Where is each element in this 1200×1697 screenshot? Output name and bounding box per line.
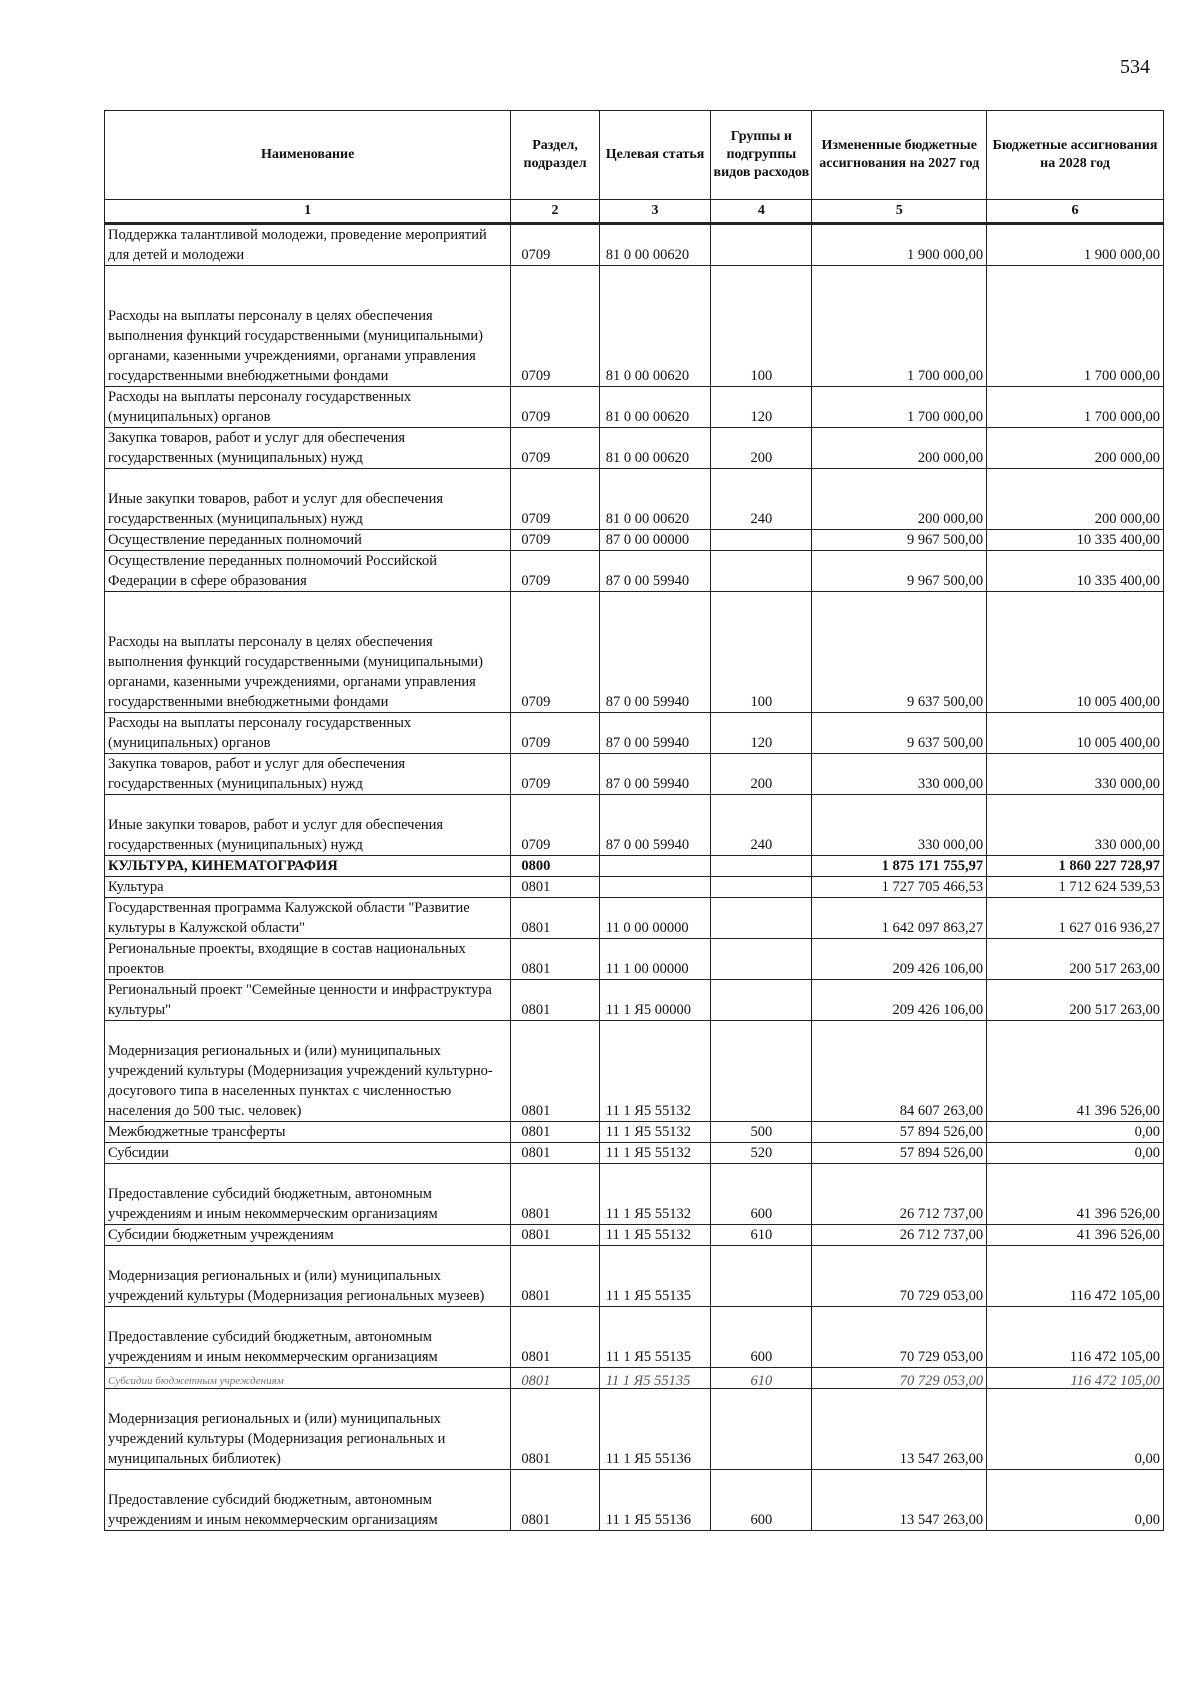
row-value-2027: 26 712 737,00 [812,1164,987,1225]
column-number: 5 [812,200,987,224]
row-value-2027: 330 000,00 [812,754,987,795]
row-group: 600 [711,1470,812,1531]
row-name: Расходы на выплаты персоналу в целях обеспечения выполнения функций государственными (муниципальными) органами, казенными учреждениями, органами управления государственными внебюджетными фондами [105,592,511,713]
row-name: Закупка товаров, работ и услуг для обеспечения государственных (муниципальных) нужд [105,428,511,469]
row-section: 0709 [511,530,599,551]
row-article: 87 0 00 00000 [599,530,711,551]
row-section: 0709 [511,469,599,530]
row-name: Межбюджетные трансферты [105,1122,511,1143]
row-value-2027: 57 894 526,00 [812,1122,987,1143]
row-group: 240 [711,469,812,530]
row-value-2027: 9 967 500,00 [812,551,987,592]
row-article: 87 0 00 59940 [599,592,711,713]
row-article [599,856,711,877]
row-value-2027: 1 727 705 466,53 [812,877,987,898]
row-value-2028: 1 700 000,00 [987,266,1164,387]
row-group: 610 [711,1225,812,1246]
row-value-2028: 10 335 400,00 [987,551,1164,592]
row-name: Региональные проекты, входящие в состав национальных проектов [105,939,511,980]
row-value-2028: 0,00 [987,1143,1164,1164]
row-group: 120 [711,713,812,754]
row-article: 11 1 Я5 55135 [599,1246,711,1307]
header-changed-2027: Измененные бюджетные ассигнования на 2027 год [812,111,987,200]
row-article: 11 1 Я5 55132 [599,1143,711,1164]
table-row [105,1389,1164,1470]
row-value-2027: 1 700 000,00 [812,266,987,387]
row-article: 81 0 00 00620 [599,224,711,266]
row-group [711,939,812,980]
row-section: 0709 [511,795,599,856]
row-article: 81 0 00 00620 [599,266,711,387]
table-row [105,980,1164,1021]
row-section: 0801 [511,1225,599,1246]
row-name: Предоставление субсидий бюджетным, автономным учреждениям и иным некоммерческим организациям [105,1470,511,1531]
row-name: Предоставление субсидий бюджетным, автономным учреждениям и иным некоммерческим организациям [105,1164,511,1225]
column-number: 6 [987,200,1164,224]
header-article: Целевая статья [599,111,711,200]
row-section: 0801 [511,980,599,1021]
row-section: 0801 [511,877,599,898]
table-row [105,713,1164,754]
row-name: Субсидии [105,1143,511,1164]
row-name: Культура [105,877,511,898]
row-group: 120 [711,387,812,428]
row-value-2028: 200 517 263,00 [987,980,1164,1021]
table-row [105,1143,1164,1164]
column-number: 1 [105,200,511,224]
row-section: 0801 [511,1470,599,1531]
row-value-2028: 0,00 [987,1389,1164,1470]
row-value-2027: 200 000,00 [812,469,987,530]
row-article: 87 0 00 59940 [599,795,711,856]
table-row [105,1164,1164,1225]
row-group: 500 [711,1122,812,1143]
row-group [711,530,812,551]
row-article: 11 1 Я5 55132 [599,1225,711,1246]
row-section: 0800 [511,856,599,877]
row-value-2028: 200 000,00 [987,428,1164,469]
row-section: 0709 [511,387,599,428]
row-section: 0709 [511,428,599,469]
row-value-2028: 10 005 400,00 [987,592,1164,713]
row-group [711,551,812,592]
row-section: 0801 [511,1389,599,1470]
page-number: 534 [1120,56,1150,78]
table-row [105,224,1164,266]
row-value-2028: 116 472 105,00 [987,1368,1164,1389]
row-section: 0801 [511,1122,599,1143]
row-value-2028: 1 712 624 539,53 [987,877,1164,898]
row-article: 11 1 Я5 55135 [599,1368,711,1389]
table-row [105,856,1164,877]
row-section: 0801 [511,1246,599,1307]
row-value-2027: 330 000,00 [812,795,987,856]
table-header-row [105,111,1164,200]
row-section: 0801 [511,1021,599,1122]
row-value-2028: 1 700 000,00 [987,387,1164,428]
row-article [599,877,711,898]
table-body [105,224,1164,1531]
row-value-2028: 116 472 105,00 [987,1246,1164,1307]
row-value-2027: 1 700 000,00 [812,387,987,428]
row-name: Расходы на выплаты персоналу государственных (муниципальных) органов [105,713,511,754]
budget-table-container [104,110,1164,1531]
row-article: 11 1 Я5 00000 [599,980,711,1021]
row-group [711,877,812,898]
table-row [105,428,1164,469]
row-value-2027: 209 426 106,00 [812,939,987,980]
row-article: 11 0 00 00000 [599,898,711,939]
row-name: КУЛЬТУРА, КИНЕМАТОГРАФИЯ [105,856,511,877]
row-article: 11 1 Я5 55135 [599,1307,711,1368]
row-article: 11 1 Я5 55132 [599,1122,711,1143]
row-value-2028: 1 900 000,00 [987,224,1164,266]
row-group: 600 [711,1307,812,1368]
table-row [105,795,1164,856]
row-value-2028: 10 335 400,00 [987,530,1164,551]
row-group: 100 [711,266,812,387]
table-row [105,939,1164,980]
row-value-2028: 1 627 016 936,27 [987,898,1164,939]
budget-table [104,110,1164,1531]
row-article: 81 0 00 00620 [599,428,711,469]
row-section: 0709 [511,551,599,592]
row-group [711,1021,812,1122]
row-section: 0801 [511,1368,599,1389]
row-name: Модернизация региональных и (или) муниципальных учреждений культуры (Модернизация региональных и муниципальных библиотек) [105,1389,511,1470]
row-article: 81 0 00 00620 [599,469,711,530]
row-article: 87 0 00 59940 [599,713,711,754]
row-group [711,980,812,1021]
row-article: 11 1 Я5 55132 [599,1021,711,1122]
header-budget-2028: Бюджетные ассигнования на 2028 год [987,111,1164,200]
row-article: 11 1 Я5 55136 [599,1389,711,1470]
row-section: 0801 [511,1164,599,1225]
row-name: Региональный проект "Семейные ценности и инфраструктура культуры" [105,980,511,1021]
row-value-2028: 116 472 105,00 [987,1307,1164,1368]
table-row [105,592,1164,713]
row-name: Осуществление переданных полномочий [105,530,511,551]
row-section: 0801 [511,1143,599,1164]
row-value-2028: 0,00 [987,1470,1164,1531]
table-row [105,551,1164,592]
row-group [711,856,812,877]
row-group [711,224,812,266]
row-group [711,898,812,939]
row-value-2028: 200 000,00 [987,469,1164,530]
table-row [105,754,1164,795]
row-name: Осуществление переданных полномочий Российской Федерации в сфере образования [105,551,511,592]
table-row [105,469,1164,530]
row-section: 0709 [511,754,599,795]
row-value-2027: 1 875 171 755,97 [812,856,987,877]
table-row [105,898,1164,939]
row-group: 100 [711,592,812,713]
row-group: 610 [711,1368,812,1389]
row-section: 0801 [511,898,599,939]
row-group: 200 [711,428,812,469]
row-value-2027: 84 607 263,00 [812,1021,987,1122]
row-name: Иные закупки товаров, работ и услуг для обеспечения государственных (муниципальных) нужд [105,469,511,530]
table-row [105,1122,1164,1143]
column-number: 3 [599,200,711,224]
row-value-2027: 70 729 053,00 [812,1246,987,1307]
row-value-2028: 1 860 227 728,97 [987,856,1164,877]
table-row [105,1246,1164,1307]
row-section: 0709 [511,224,599,266]
header-section: Раздел, подраздел [511,111,599,200]
row-value-2028: 41 396 526,00 [987,1225,1164,1246]
row-group: 520 [711,1143,812,1164]
row-group [711,1389,812,1470]
header-groups: Группы и подгруппы видов расходов [711,111,812,200]
table-row [105,1021,1164,1122]
row-article: 11 1 Я5 55136 [599,1470,711,1531]
row-value-2027: 200 000,00 [812,428,987,469]
row-article: 87 0 00 59940 [599,754,711,795]
row-value-2027: 1 642 097 863,27 [812,898,987,939]
row-name: Поддержка талантливой молодежи, проведение мероприятий для детей и молодежи [105,224,511,266]
row-value-2028: 10 005 400,00 [987,713,1164,754]
row-name: Расходы на выплаты персоналу государственных (муниципальных) органов [105,387,511,428]
row-article: 11 1 Я5 55132 [599,1164,711,1225]
row-value-2027: 13 547 263,00 [812,1389,987,1470]
table-row [105,1368,1164,1389]
row-value-2027: 9 637 500,00 [812,713,987,754]
header-name: Наименование [105,111,511,200]
row-value-2027: 13 547 263,00 [812,1470,987,1531]
row-value-2028: 330 000,00 [987,795,1164,856]
row-section: 0709 [511,592,599,713]
column-number: 4 [711,200,812,224]
row-value-2027: 70 729 053,00 [812,1368,987,1389]
row-group: 240 [711,795,812,856]
row-group: 600 [711,1164,812,1225]
row-section: 0709 [511,713,599,754]
row-name: Иные закупки товаров, работ и услуг для обеспечения государственных (муниципальных) нужд [105,795,511,856]
table-row [105,530,1164,551]
row-value-2027: 70 729 053,00 [812,1307,987,1368]
row-value-2028: 41 396 526,00 [987,1021,1164,1122]
column-number: 2 [511,200,599,224]
row-name: Модернизация региональных и (или) муниципальных учреждений культуры (Модернизация региональных музеев) [105,1246,511,1307]
row-section: 0801 [511,1307,599,1368]
row-value-2027: 209 426 106,00 [812,980,987,1021]
table-row [105,1225,1164,1246]
row-article: 11 1 00 00000 [599,939,711,980]
row-name: Предоставление субсидий бюджетным, автономным учреждениям и иным некоммерческим организациям [105,1307,511,1368]
row-name: Модернизация региональных и (или) муниципальных учреждений культуры (Модернизация учреждений культурно-досугового типа в населенных пунктах с численностью населения до 500 тыс. человек) [105,1021,511,1122]
table-row [105,266,1164,387]
row-value-2027: 9 637 500,00 [812,592,987,713]
row-group: 200 [711,754,812,795]
row-article: 87 0 00 59940 [599,551,711,592]
row-name: Государственная программа Калужской области "Развитие культуры в Калужской области" [105,898,511,939]
table-row [105,877,1164,898]
row-name: Закупка товаров, работ и услуг для обеспечения государственных (муниципальных) нужд [105,754,511,795]
row-name: Расходы на выплаты персоналу в целях обеспечения выполнения функций государственными (муниципальными) органами, казенными учреждениями, органами управления государственными внебюджетными фондами [105,266,511,387]
row-value-2027: 57 894 526,00 [812,1143,987,1164]
table-row [105,387,1164,428]
row-value-2028: 330 000,00 [987,754,1164,795]
row-value-2027: 9 967 500,00 [812,530,987,551]
row-value-2028: 200 517 263,00 [987,939,1164,980]
row-name: Субсидии бюджетным учреждениям [105,1225,511,1246]
row-group [711,1246,812,1307]
column-numbers-row [105,200,1164,224]
table-row [105,1307,1164,1368]
row-value-2027: 26 712 737,00 [812,1225,987,1246]
table-row [105,1470,1164,1531]
row-value-2028: 0,00 [987,1122,1164,1143]
row-article: 81 0 00 00620 [599,387,711,428]
row-name: Субсидии бюджетным учреждениям [105,1368,511,1389]
row-section: 0801 [511,939,599,980]
row-value-2028: 41 396 526,00 [987,1164,1164,1225]
row-value-2027: 1 900 000,00 [812,224,987,266]
row-section: 0709 [511,266,599,387]
